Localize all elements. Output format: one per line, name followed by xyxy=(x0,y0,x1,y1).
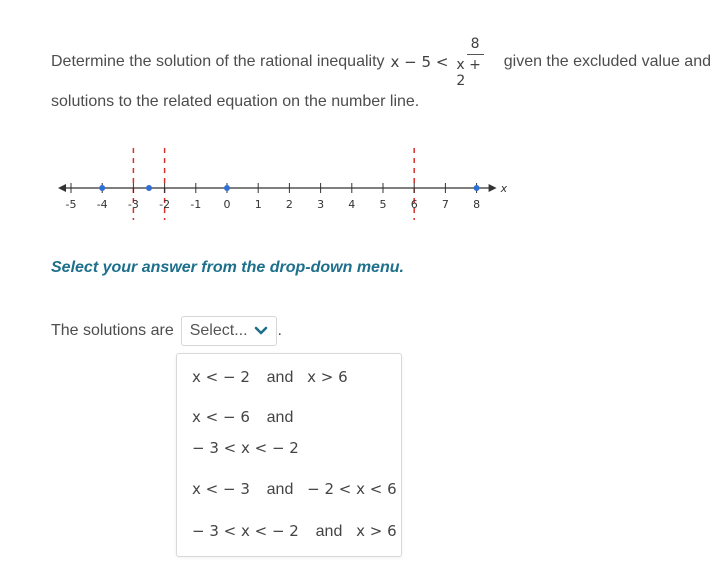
fraction-numerator: 8 xyxy=(467,36,484,55)
solutions-dropdown[interactable] xyxy=(181,316,277,346)
option-2-b: − 3 < x < − 2 xyxy=(192,439,299,457)
number-line-point xyxy=(146,185,152,191)
answer-row xyxy=(51,316,282,346)
fraction-denominator: x + 2 xyxy=(456,56,481,89)
tick-label: 5 xyxy=(379,198,387,211)
tick-label: -3 xyxy=(127,198,139,211)
question-suffix: given the excluded value and xyxy=(503,53,711,70)
fraction xyxy=(452,36,497,89)
dropdown-placeholder: Select... xyxy=(189,322,248,339)
option-1[interactable] xyxy=(192,362,348,393)
tick-label: -2 xyxy=(159,198,171,211)
question-line-1 xyxy=(51,34,711,90)
question-line-2: solutions to the related equation on the number line. xyxy=(51,93,420,110)
option-4-a: − 3 < x < − 2 xyxy=(192,522,299,540)
option-1-and: and xyxy=(266,369,294,386)
tick-label: 1 xyxy=(254,198,262,211)
number-line-point xyxy=(99,185,105,191)
option-2[interactable] xyxy=(192,402,302,463)
option-4-and: and xyxy=(315,523,343,540)
tick-label: 7 xyxy=(441,198,449,211)
instruction-text: Select your answer from the drop-down menu. xyxy=(51,259,404,276)
tick-label: 6 xyxy=(410,198,418,211)
number-line-point xyxy=(224,185,230,191)
option-3[interactable] xyxy=(192,474,397,505)
axis-arrow-right xyxy=(489,184,497,192)
tick-label: 4 xyxy=(348,198,356,211)
tick-label: -5 xyxy=(65,198,77,211)
tick-label: 3 xyxy=(317,198,325,211)
inequality-lhs: x − 5 < xyxy=(390,53,449,71)
option-4-b: x > 6 xyxy=(356,522,397,540)
answer-prefix: The solutions are xyxy=(51,322,174,339)
number-line-point xyxy=(474,185,480,191)
tick-label: 0 xyxy=(223,198,231,211)
number-line xyxy=(52,140,522,225)
option-3-and: and xyxy=(266,481,294,498)
option-3-a: x < − 3 xyxy=(192,480,250,498)
tick-label: 8 xyxy=(473,198,481,211)
axis-label: x xyxy=(500,182,508,195)
axis-arrow-left xyxy=(58,184,66,192)
option-3-b: − 2 < x < 6 xyxy=(307,480,397,498)
option-4[interactable] xyxy=(192,516,397,547)
dropdown-menu xyxy=(176,353,402,557)
chevron-down-icon xyxy=(254,326,268,336)
option-2-a: x < − 6 xyxy=(192,408,250,426)
option-1-b: x > 6 xyxy=(307,368,348,386)
option-2-and: and xyxy=(266,409,294,426)
question-text xyxy=(51,34,711,110)
option-1-a: x < − 2 xyxy=(192,368,250,386)
answer-suffix: . xyxy=(277,322,282,339)
question-prefix: Determine the solution of the rational inequality xyxy=(51,53,385,70)
tick-label: -4 xyxy=(96,198,108,211)
tick-label: -1 xyxy=(190,198,202,211)
tick-label: 2 xyxy=(285,198,293,211)
